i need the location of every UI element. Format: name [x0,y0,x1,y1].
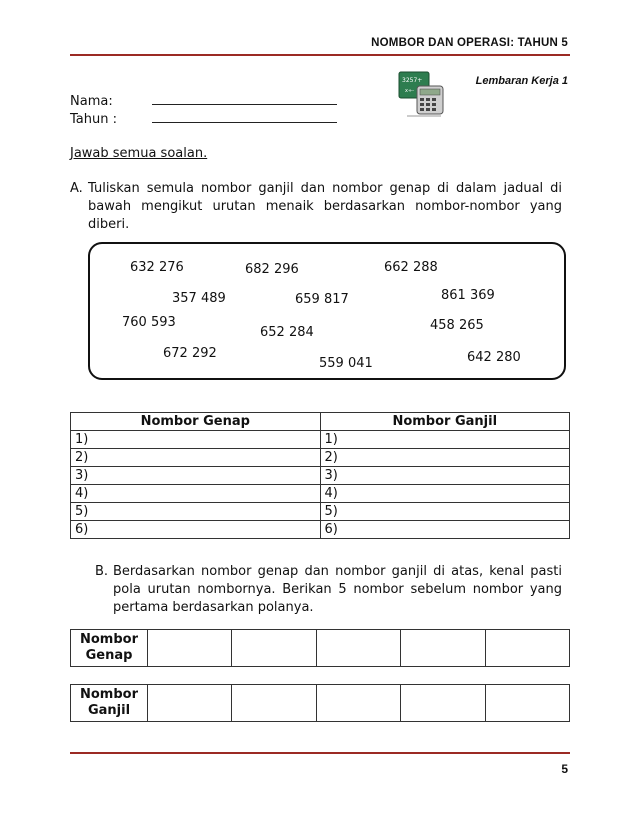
table-row [71,431,570,449]
even-answer-cell[interactable]: 1) [71,431,321,449]
odd-pattern-header: Nombor Ganjil [71,685,148,722]
table-row [71,503,570,521]
name-answer-line[interactable] [152,92,337,105]
number-item: 682 296 [245,262,299,277]
question-b [95,563,562,617]
even-answer-cell[interactable]: 5) [71,503,321,521]
odd-answer-cell[interactable]: 1) [320,431,570,449]
odd-pattern-cell[interactable] [316,685,400,722]
even-column-header: Nombor Genap [71,413,321,431]
number-item: 659 817 [295,292,349,307]
year-field-row [70,110,337,127]
name-label: Nama: [70,94,113,109]
odd-pattern-table [70,684,570,722]
number-item: 662 288 [384,260,438,275]
number-item: 458 265 [430,318,484,333]
table-row [71,467,570,485]
odd-pattern-cell[interactable] [485,685,569,722]
question-a-label: A. [70,181,83,196]
page-header-title: NOMBOR DAN OPERASI: TAHUN 5 [371,37,568,49]
question-b-text: Berdasarkan nombor genap dan nombor ganjil di atas, kenal pasti pola urutan nombornya. Berikan 5 nombor sebelum nombor yang pertama berdasarkan polanya. [113,564,562,615]
even-answer-cell[interactable]: 2) [71,449,321,467]
year-answer-line[interactable] [152,110,337,123]
even-odd-table [70,412,570,539]
number-box [88,242,566,380]
number-item: 652 284 [260,325,314,340]
name-field-row [70,92,337,109]
even-pattern-cell[interactable] [148,630,232,667]
table-row [71,521,570,539]
number-item: 642 280 [467,350,521,365]
even-pattern-table [70,629,570,667]
calculator-display: 3257+ [402,77,423,84]
odd-answer-cell[interactable]: 3) [320,467,570,485]
odd-answer-cell[interactable]: 5) [320,503,570,521]
even-pattern-cell[interactable] [401,630,485,667]
year-label: Tahun : [70,112,117,127]
footer-divider [70,752,570,754]
even-pattern-header: Nombor Genap [71,630,148,667]
question-a [70,180,562,234]
question-a-text: Tuliskan semula nombor ganjil dan nombor genap di dalam jadual di bawah mengikut urutan menaik berdasarkan nombor-nombor yang diberi. [88,181,562,232]
svg-text:x÷-: x÷- [405,88,414,94]
number-item: 861 369 [441,288,495,303]
odd-pattern-cell[interactable] [148,685,232,722]
even-answer-cell[interactable]: 4) [71,485,321,503]
odd-pattern-cell[interactable] [401,685,485,722]
odd-answer-cell[interactable]: 2) [320,449,570,467]
calculator-icon [397,70,447,118]
odd-column-header: Nombor Ganjil [320,413,570,431]
number-item: 760 593 [122,315,176,330]
number-item: 357 489 [172,291,226,306]
even-pattern-cell[interactable] [232,630,316,667]
table-row [71,449,570,467]
instruction: Jawab semua soalan. [70,146,208,161]
odd-pattern-cell[interactable] [232,685,316,722]
even-answer-cell[interactable]: 6) [71,521,321,539]
number-item: 559 041 [319,356,373,371]
even-answer-cell[interactable]: 3) [71,467,321,485]
odd-answer-cell[interactable]: 6) [320,521,570,539]
table-row [71,485,570,503]
number-item: 632 276 [130,260,184,275]
question-b-label: B. [95,564,109,579]
worksheet-label: Lembaran Kerja 1 [475,75,568,87]
page-number: 5 [561,762,568,776]
number-item: 672 292 [163,346,217,361]
even-pattern-cell[interactable] [316,630,400,667]
odd-answer-cell[interactable]: 4) [320,485,570,503]
header-divider [70,54,570,56]
even-pattern-cell[interactable] [485,630,569,667]
